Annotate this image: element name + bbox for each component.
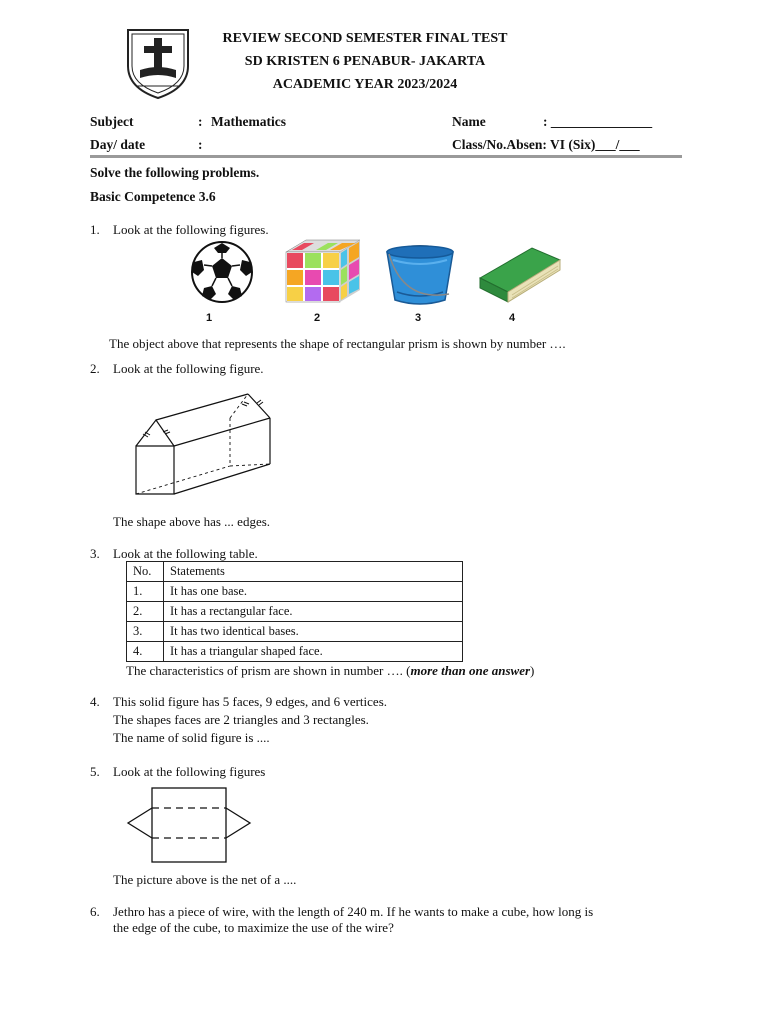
table-row: [127, 602, 463, 622]
day-colon: :: [198, 137, 203, 152]
table-cell-statement: It has one base.: [164, 582, 463, 602]
soccer-ball-icon: [186, 240, 258, 304]
instructions: Solve the following problems.: [90, 165, 260, 180]
table-header-statements: Statements: [164, 562, 463, 582]
title-line-3: ACADEMIC YEAR 2023/2024: [272, 77, 458, 92]
table-row: [127, 622, 463, 642]
q6-line-1: Jethro has a piece of wire, with the length of 240 m. If he wants to make a cube, how long is: [113, 904, 594, 919]
table-row: [127, 582, 463, 602]
figure-label-1: 1: [206, 312, 213, 324]
name-label: Name: [452, 114, 486, 129]
q5-number: 5.: [90, 764, 100, 779]
q3-question-text: The characteristics of prism are shown in number …. (: [126, 663, 411, 678]
table-cell-no: 1.: [127, 582, 164, 602]
title-line-2: SD KRISTEN 6 PENABUR- JAKARTA: [244, 54, 486, 69]
q4-line-2: The shapes faces are 2 triangles and 3 rectangles.: [113, 712, 369, 727]
q1-question: The object above that represents the shape of rectangular prism is shown by number ….: [109, 336, 566, 351]
school-logo: [122, 26, 194, 100]
name-field[interactable]: : _______________: [543, 114, 653, 129]
class-label[interactable]: Class/No.Absen: VI (Six)___/___: [452, 137, 640, 152]
prism-net-figure: [126, 786, 252, 864]
figure-label-3: 3: [415, 312, 422, 324]
basic-competence: Basic Competence 3.6: [90, 189, 216, 204]
table-header-row: [127, 562, 463, 582]
q5-question: The picture above is the net of a ....: [113, 872, 297, 887]
q1-text: Look at the following figures.: [113, 222, 269, 237]
table-header-no: No.: [127, 562, 164, 582]
q4-line-3: The name of solid figure is ....: [113, 730, 270, 745]
rubiks-cube-icon: [282, 238, 364, 304]
q2-number: 2.: [90, 361, 100, 376]
bucket-icon: [383, 242, 457, 306]
q3-question: [126, 663, 534, 679]
q2-question: The shape above has ... edges.: [113, 514, 271, 529]
q3-text: Look at the following table.: [113, 546, 258, 561]
q4-number: 4.: [90, 694, 100, 709]
table-cell-statement: It has a rectangular face.: [164, 602, 463, 622]
q2-text: Look at the following figure.: [113, 361, 264, 376]
q3-question-emphasis: more than one answer: [410, 663, 531, 678]
book-icon: [476, 244, 564, 306]
day-label: Day/ date: [90, 137, 146, 152]
q3-number: 3.: [90, 546, 100, 561]
title-line-1: REVIEW SECOND SEMESTER FINAL TEST: [222, 31, 508, 46]
header-divider: [90, 155, 682, 158]
q3-question-end: ): [530, 663, 535, 678]
q4-line-1: This solid figure has 5 faces, 9 edges, and 6 vertices.: [113, 694, 388, 709]
figure-label-4: 4: [509, 312, 516, 324]
q5-text: Look at the following figures: [113, 764, 266, 779]
subject-colon: :: [198, 114, 203, 129]
table-cell-no: 2.: [127, 602, 164, 622]
q6-number: 6.: [90, 904, 100, 919]
q1-number: 1.: [90, 222, 100, 237]
triangular-prism-figure: [130, 390, 276, 496]
statements-table: [126, 561, 463, 662]
table-cell-statement: It has a triangular shaped face.: [164, 642, 463, 662]
table-cell-no: 4.: [127, 642, 164, 662]
subject-value: Mathematics: [211, 114, 286, 129]
subject-label: Subject: [90, 114, 134, 129]
table-cell-no: 3.: [127, 622, 164, 642]
table-cell-statement: It has two identical bases.: [164, 622, 463, 642]
table-row: [127, 642, 463, 662]
q6-line-2: the edge of the cube, to maximize the use of the wire?: [113, 920, 394, 935]
figure-label-2: 2: [314, 312, 321, 324]
